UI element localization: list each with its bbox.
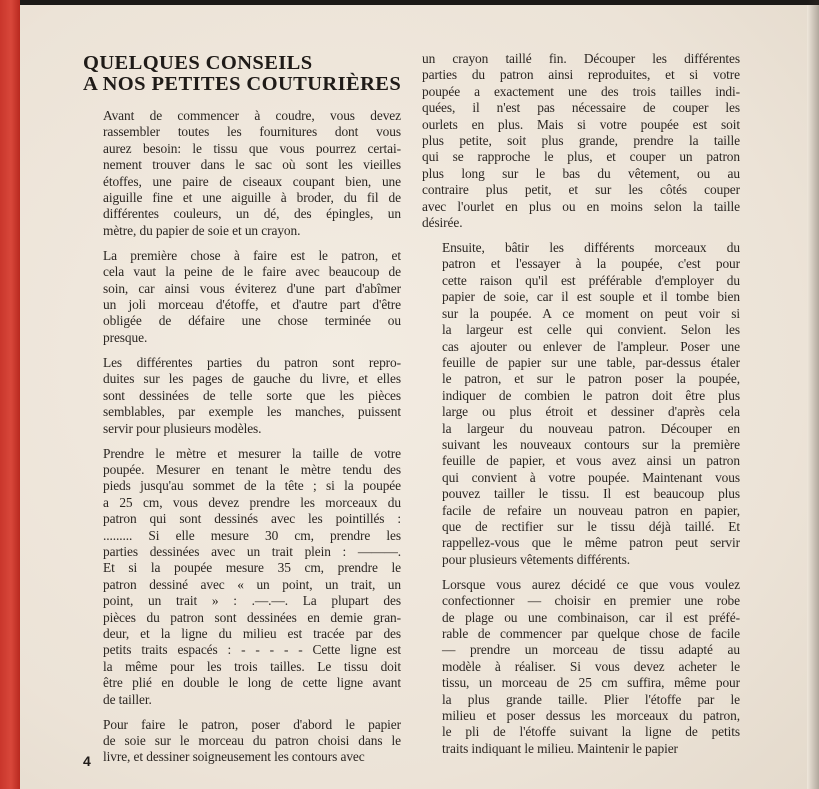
text-line: quées, il n'est pas nécessaire de couper les bbox=[422, 100, 740, 116]
text-line: qui convient à votre poupée. Maintenant vous bbox=[442, 469, 740, 485]
text-line: que de rectifier sur le tissu déjà taillé. Et bbox=[442, 518, 740, 534]
text-line: différentes couleurs, un dé, des épingles, un bbox=[103, 206, 401, 222]
text-line: mètre, du papier de soie et un crayon. bbox=[103, 222, 301, 238]
text-line: Les différentes parties du patron sont repro- bbox=[103, 354, 401, 370]
text-line: tissu, un morceau de 25 cm suffira, même pour bbox=[442, 675, 740, 691]
text-line: cela vaut la peine de le faire avec beaucoup de bbox=[103, 264, 401, 280]
text-line: parties dessinées avec un trait plein : ———. bbox=[103, 543, 401, 559]
text-line: pièces du patron sont dessinées en demie gran- bbox=[103, 609, 401, 625]
text-line: aiguille fine et une aiguille à broder, du fil de bbox=[103, 190, 401, 206]
page-number: 4 bbox=[83, 753, 91, 769]
text-line: La première chose à faire est le patron, et bbox=[103, 247, 401, 263]
text-line: poupée a exactement une des trois tailles indi- bbox=[422, 83, 740, 99]
text-line: plus petite, soit plus grande, prendre la taille bbox=[422, 133, 740, 149]
text-line: soin, car ainsi vous éviterez d'une part d'abîmer bbox=[103, 280, 401, 296]
text-line: étoffes, une paire de ciseaux coupant bien, une bbox=[103, 173, 401, 189]
text-line: feuille de papier, et vous avez ainsi un patron bbox=[442, 453, 740, 469]
text-line: pouvez tailler le tissu. Il est beaucoup plus bbox=[442, 486, 740, 502]
title-line-1: QUELQUES CONSEILS bbox=[83, 52, 313, 74]
text-line: — prendre un morceau de tissu adapté au bbox=[442, 642, 740, 658]
text-line: cas ajouter ou enlever de l'ampleur. Poser une bbox=[442, 338, 740, 354]
text-line: être plié en double le long de cette ligne avant bbox=[103, 675, 401, 691]
text-line: feuille de papier sur une table, par-dessus étaler bbox=[442, 354, 740, 370]
text-line: a 25 cm, vous devez prendre les morceaux du bbox=[103, 494, 401, 510]
text-line: avec l'ourlet en plus ou en moins selon la taille bbox=[422, 198, 740, 214]
text-line: suivant les nouveaux contours sur la première bbox=[442, 436, 740, 452]
text-line: le pli de l'étoffe suivant la ligne de petits bbox=[442, 724, 740, 740]
text-line: de plage ou une combinaison, car il est préfé- bbox=[442, 609, 740, 625]
text-line: sur la poupée. A ce moment on peut voir si bbox=[442, 305, 740, 321]
paragraph bbox=[422, 577, 740, 757]
text-line: pieds jusqu'au sommet de la tête ; si la poupée bbox=[103, 478, 401, 494]
text-line: cette raison qu'il est préférable d'employer du bbox=[442, 272, 740, 288]
text-line: deur, et la ligne du milieu est tracée par des bbox=[103, 625, 401, 641]
text-line: patron et l'essayer à la poupée, c'est pour bbox=[442, 256, 740, 272]
text-line: plus long sur le bas du vêtement, ou au bbox=[422, 165, 740, 181]
text-line: indiquer de combien le patron doit être plus bbox=[442, 387, 740, 403]
text-line: rassembler toutes les fournitures dont vous bbox=[103, 124, 401, 140]
text-line: patron dessiné avec « un point, un trait, un bbox=[103, 576, 401, 592]
text-line: contraire plus petit, et sur les côtés couper bbox=[422, 182, 740, 198]
text-line: ourlets en plus. Mais si votre poupée est soit bbox=[422, 116, 740, 132]
text-line: aurez besoin: le tissu que vous pourrez certai- bbox=[103, 140, 401, 156]
text-line: un joli morceau d'étoffe, et d'autre part d'être bbox=[103, 297, 401, 313]
text-line: la largeur du nouveau patron. Découper en bbox=[442, 420, 740, 436]
text-line: poupée. Mesurer en tenant le mètre tendu des bbox=[103, 461, 401, 477]
paragraph bbox=[83, 108, 401, 239]
text-line: semblables, par exemple les manches, puissent bbox=[103, 404, 401, 420]
paragraph bbox=[83, 248, 401, 346]
text-line: parties du patron ainsi reproduites, et si votre bbox=[422, 67, 740, 83]
text-line: large ou plus étroit et dessiner d'après cela bbox=[442, 404, 740, 420]
right-column bbox=[422, 51, 740, 766]
text-line: milieu et poser dessus les morceaux du patron, bbox=[442, 708, 740, 724]
title-line-2: A NOS PETITES COUTURIÈRES bbox=[83, 73, 402, 95]
text-line: servir pour plusieurs modèles. bbox=[103, 420, 262, 436]
text-line: Ensuite, bâtir les différents morceaux du bbox=[442, 240, 740, 256]
text-line: traits indiquant le milieu. Maintenir le papier bbox=[442, 740, 678, 756]
text-line: facile de refaire un nouveau patron en papier, bbox=[442, 502, 740, 518]
text-line: livre, et dessiner soigneusement les contours avec bbox=[103, 749, 365, 765]
red-binding-edge bbox=[0, 0, 20, 789]
text-line: Avant de commencer à coudre, vous devez bbox=[103, 108, 401, 123]
text-line: la plus grande taille. Plier l'étoffe par le bbox=[442, 691, 740, 707]
text-line: presque. bbox=[103, 329, 148, 345]
text-line: duites sur les pages de gauche du livre, et elles bbox=[103, 371, 401, 387]
text-line: petits traits espacés : - - - - - Cette ligne est bbox=[103, 642, 401, 658]
text-line: Prendre le mètre et mesurer la taille de votre bbox=[103, 445, 401, 461]
text-line: le patron, et sur le patron poser la poupée, bbox=[442, 371, 740, 387]
text-line: pour plusieurs vêtements différents. bbox=[442, 551, 631, 567]
text-line: de soie sur le morceau du patron choisi dans le bbox=[103, 733, 401, 748]
text-line: confectionner — choisir en premier une robe bbox=[442, 593, 740, 609]
text-line: de tailler. bbox=[103, 691, 152, 707]
paragraph bbox=[83, 355, 401, 437]
text-line: qui se rapproche le plus, et couper un patron bbox=[422, 149, 740, 165]
text-line: Et si la poupée mesure 35 cm, prendre le bbox=[103, 560, 401, 576]
paragraph bbox=[422, 51, 740, 231]
text-line: désirée. bbox=[422, 215, 463, 231]
paragraph bbox=[422, 240, 740, 568]
paragraph bbox=[83, 717, 401, 766]
text-line: rappellez-vous que le même patron peut servir bbox=[442, 535, 740, 551]
text-line: point, un trait » : .—.—. La plupart des bbox=[103, 593, 401, 609]
left-column bbox=[83, 108, 401, 774]
text-line: obligée de défaire une chose terminée ou bbox=[103, 313, 401, 329]
text-line: ......... Si elle mesure 30 cm, prendre les bbox=[103, 527, 401, 543]
text-line: Lorsque vous aurez décidé ce que vous voulez bbox=[442, 576, 740, 592]
page-title bbox=[83, 53, 413, 95]
text-line: sont dessinées de telle sorte que les pièces bbox=[103, 387, 401, 403]
text-line: modèle à réaliser. Si vous devez acheter le bbox=[442, 658, 740, 674]
text-line: rable de commencer par quelque chose de facile bbox=[442, 626, 740, 641]
page-gutter-shadow bbox=[807, 0, 819, 789]
text-line: la même pour les trois tailles. Le tissu doit bbox=[103, 658, 401, 674]
text-line: papier de soie, car il est souple et il tombe bien bbox=[442, 289, 740, 305]
paragraph bbox=[83, 446, 401, 709]
text-line: patron qui sont dessinés avec les pointillés : bbox=[103, 511, 401, 527]
text-line: un crayon taillé fin. Découper les différentes bbox=[422, 51, 740, 66]
text-line: Pour faire le patron, poser d'abord le papier bbox=[103, 716, 401, 732]
text-line: la largeur est celle qui convient. Selon les bbox=[442, 322, 740, 338]
text-line: nement trouver dans le sac où sont les vieilles bbox=[103, 157, 401, 173]
